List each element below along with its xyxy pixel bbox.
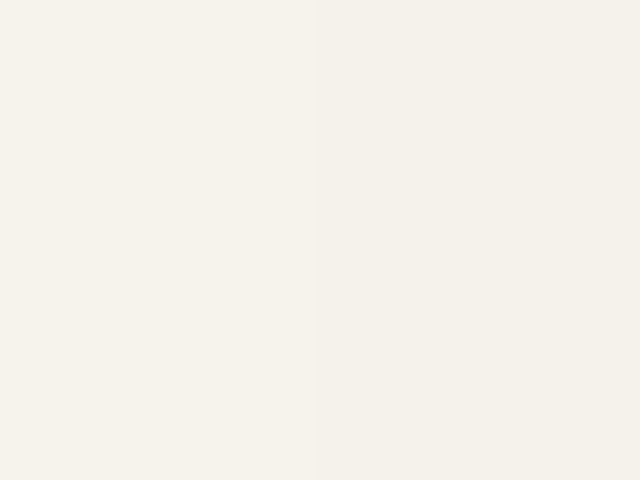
recto-chapter-page (318, 0, 640, 480)
verso-blank-page (0, 0, 318, 480)
